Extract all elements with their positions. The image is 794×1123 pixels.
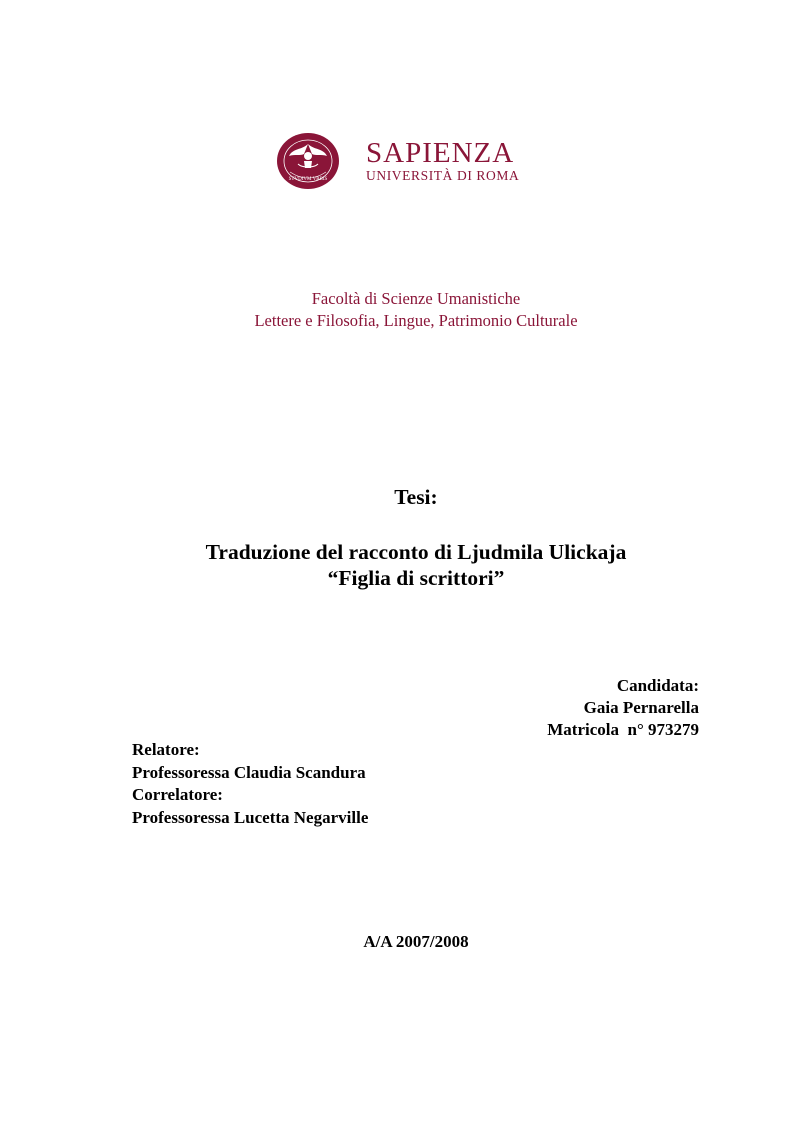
supervisors-block: [132, 739, 368, 829]
candidate-matricola: Matricola n° 973279: [547, 720, 699, 739]
sapienza-seal-icon: [276, 132, 340, 190]
relatore-label: Relatore:: [132, 740, 200, 759]
candidate-name: Gaia Pernarella: [583, 698, 699, 717]
academic-year: A/A 2007/2008: [363, 932, 469, 951]
faculty-name: Facoltà di Scienze Umanistiche: [311, 289, 521, 308]
svg-text:STVDIVM VRBIS: STVDIVM VRBIS: [288, 177, 328, 182]
thesis-label: Tesi:: [394, 485, 438, 509]
faculty-departments: Lettere e Filosofia, Lingue, Patrimonio Culturale: [254, 311, 578, 330]
logo-name: SAPIENZA: [366, 137, 515, 169]
thesis-title-line2: “Figlia di scrittori”: [327, 566, 505, 590]
university-logo: [276, 132, 538, 190]
logo-subtitle: UNIVERSITÀ DI ROMA: [366, 168, 520, 183]
correlatore-name: Professoressa Lucetta Negarville: [132, 807, 369, 827]
candidate-label: Candidata:: [616, 676, 699, 695]
candidate-block: [547, 675, 699, 741]
thesis-title-line1: Traduzione del racconto di Ljudmila Ulickaja: [205, 540, 627, 564]
correlatore-label: Correlatore:: [132, 785, 223, 804]
relatore-name: Professoressa Claudia Scandura: [132, 762, 366, 782]
